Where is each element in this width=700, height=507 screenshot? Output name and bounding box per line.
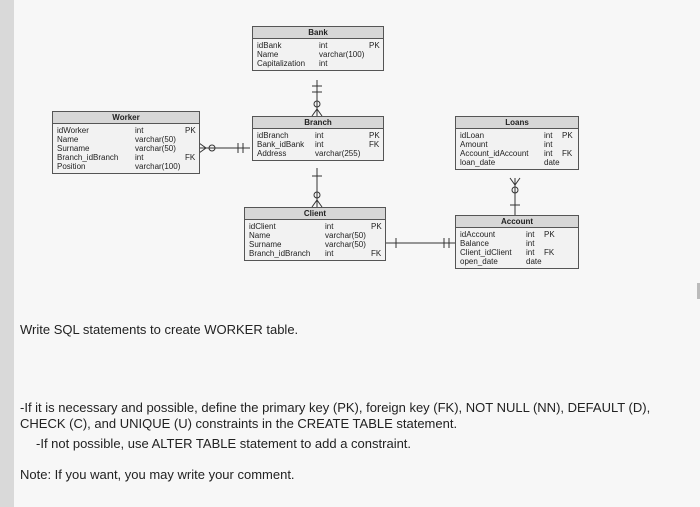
question-note: Note: If you want, you may write your comment. [20,467,295,482]
table-row [249,249,381,258]
column-type: date [544,158,560,167]
table-row [460,239,574,248]
column-type: int [544,149,553,158]
column-type: int [315,131,324,140]
branch-table [252,116,384,161]
column-key: PK [562,131,573,140]
column-type: int [544,140,553,149]
account-table [455,215,579,269]
column-type: int [319,41,328,50]
column-name: idWorker [57,126,89,135]
column-key: FK [185,153,196,162]
table-row [460,158,574,167]
column-name: loan_date [460,158,496,167]
worker-table [52,111,200,174]
column-name: idLoan [460,131,485,140]
column-name: Name [57,135,79,144]
column-name: Position [57,162,86,171]
table-row [460,230,574,239]
question-instruction-alter: -If not possible, use ALTER TABLE statement to add a constraint. [36,436,412,451]
table-row [460,257,574,266]
column-type: int [135,153,144,162]
question-title: Write SQL statements to create WORKER table. [20,322,299,337]
column-type: varchar(50) [135,144,176,153]
table-row [249,231,381,240]
column-type: int [526,248,535,257]
column-key: FK [562,149,573,158]
column-type: varchar(255) [315,149,361,158]
column-type: varchar(100) [319,50,365,59]
column-name: Account_idAccount [460,149,529,158]
column-name: Branch_idBranch [57,153,119,162]
column-key: PK [369,41,380,50]
column-name: open_date [460,257,498,266]
column-name: Branch_idBranch [249,249,311,258]
column-key: PK [371,222,382,231]
column-type: int [319,59,328,68]
table-row [257,59,379,68]
column-name: Surname [249,240,282,249]
table-row [249,222,381,231]
bank-table-title: Bank [253,27,383,39]
table-row [257,140,379,149]
column-key: PK [185,126,196,135]
client-table [244,207,386,261]
table-row [460,131,574,140]
table-row [257,149,379,158]
column-name: idBank [257,41,282,50]
column-type: int [526,239,535,248]
column-key: FK [544,248,555,257]
column-name: Amount [460,140,488,149]
column-type: int [135,126,144,135]
column-name: Client_idClient [460,248,512,257]
column-type: varchar(50) [325,240,366,249]
column-type: date [526,257,542,266]
account-table-title: Account [456,216,578,228]
table-row [460,149,574,158]
loans-table [455,116,579,170]
column-key: PK [544,230,555,239]
client-table-title: Client [245,208,385,220]
column-type: varchar(50) [325,231,366,240]
column-name: Address [257,149,287,158]
column-name: Capitalization [257,59,306,68]
column-name: idAccount [460,230,496,239]
column-type: int [315,140,324,149]
column-type: int [544,131,553,140]
table-row [257,50,379,59]
column-name: idBranch [257,131,289,140]
bank-table [252,26,384,71]
table-row [257,131,379,140]
column-name: idClient [249,222,276,231]
column-type: varchar(50) [135,135,176,144]
column-type: varchar(100) [135,162,181,171]
branch-table-title: Branch [253,117,383,129]
table-row [57,144,195,153]
column-name: Name [257,50,279,59]
column-name: Bank_idBank [257,140,305,149]
column-name: Balance [460,239,489,248]
table-row [249,240,381,249]
table-row [57,153,195,162]
column-type: int [325,249,334,258]
column-type: int [325,222,334,231]
table-row [257,41,379,50]
worker-table-title: Worker [53,112,199,124]
table-row [57,126,195,135]
column-name: Surname [57,144,90,153]
column-type: int [526,230,535,239]
table-row [57,162,195,171]
loans-table-title: Loans [456,117,578,129]
column-key: FK [371,249,382,258]
column-key: FK [369,140,380,149]
column-key: PK [369,131,380,140]
table-row [460,140,574,149]
column-name: Name [249,231,271,240]
table-row [57,135,195,144]
table-row [460,248,574,257]
question-instruction-constraints: -If it is necessary and possible, define the primary key (PK), foreign key (FK), NOT NULL (NN), DEFAULT (D), CHECK (C), and UNIQUE (U) constraints in the CREATE TABLE statement. [20,400,651,431]
